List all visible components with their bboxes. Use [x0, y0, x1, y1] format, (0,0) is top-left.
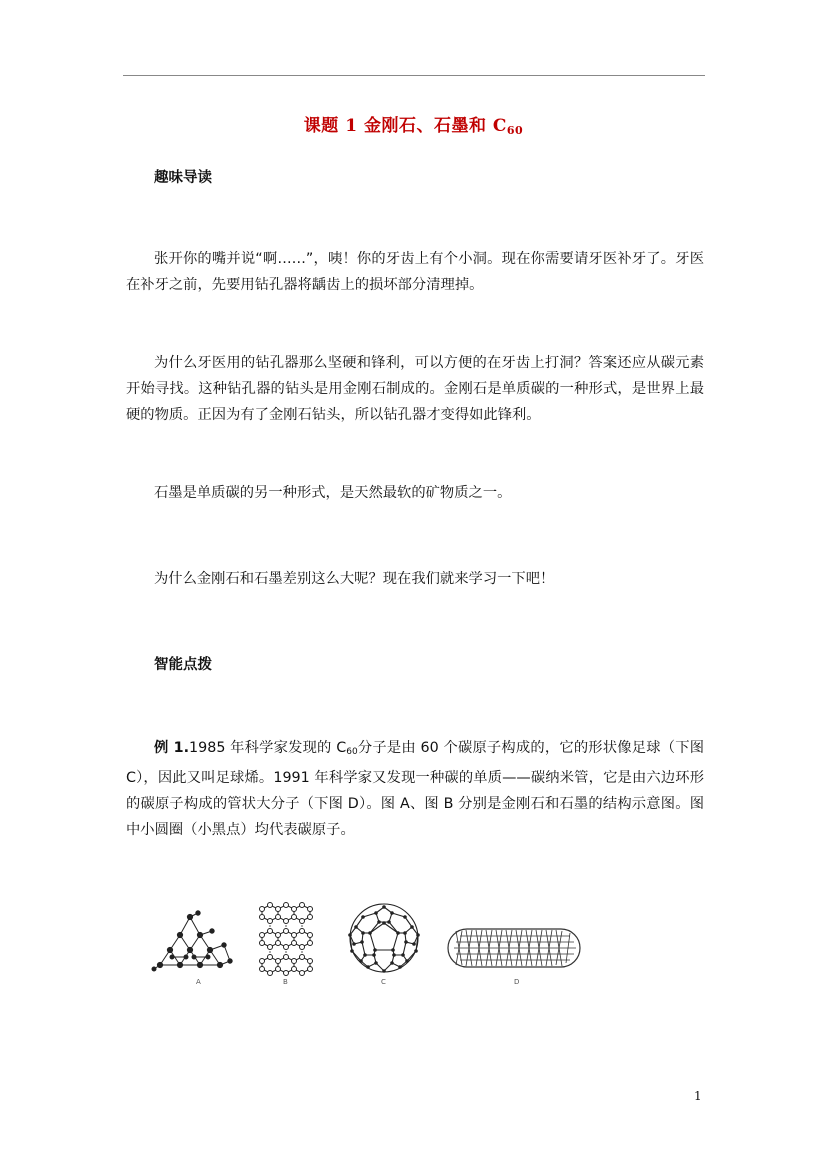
- paragraph-3: 石墨是单质碳的另一种形式，是天然最软的矿物质之一。: [154, 485, 512, 501]
- example-sub: 60: [346, 747, 358, 757]
- header-rule: [123, 75, 705, 76]
- page-title: 课题 1 金刚石、石墨和 $C_{60}$: [303, 116, 524, 137]
- structure-figures: [150, 895, 590, 990]
- figure-label-a: A: [196, 978, 201, 986]
- nanotube-structure-figure: [448, 929, 580, 967]
- c60-structure-figure: [348, 904, 420, 973]
- example-1-paragraph: [126, 735, 704, 843]
- example-text-b: 分子是由 60 个碳原子构成的，它的形状像足球（下图 C），因此又叫足球烯。1991 年科学家又发现一种碳的单质——碳纳米管，它是由六边环形的碳原子构成的管状大分子（下图 D）。图 A、图 B 分别是金刚石和石墨的结构示意图。图中小圆圈（小黑点）均代表碳原子。: [126, 740, 704, 838]
- graphite-structure-figure: [260, 903, 313, 976]
- example-text-a: 1985 年科学家发现的 C: [189, 740, 347, 756]
- section-heading-skills: 智能点拨: [154, 657, 212, 673]
- section-heading-intro: 趣味导读: [154, 170, 212, 186]
- figure-label-c: C: [381, 978, 386, 986]
- figure-label-b: B: [283, 978, 288, 986]
- example-label: 例 1.: [154, 740, 190, 756]
- structure-figures-svg: [150, 895, 590, 990]
- figure-label-d: D: [514, 978, 520, 986]
- diamond-structure-figure: [152, 911, 232, 971]
- paragraph-4: 为什么金刚石和石墨差别这么大呢？现在我们就来学习一下吧！: [154, 571, 555, 587]
- paragraph-2: 为什么牙医用的钻孔器那么坚硬和锋利，可以方便的在牙齿上打洞？答案还应从碳元素开始寻找。这种钻孔器的钻头是用金刚石制成的。金刚石是单质碳的一种形式，是世界上最硬的物质。正因为有了金刚石钻头，所以钻孔器才变得如此锋利。: [126, 355, 704, 423]
- paragraph-1: 张开你的嘴并说“啊……”，咦！你的牙齿上有个小洞。现在你需要请牙医补牙了。牙医在补牙之前，先要用钻孔器将龋齿上的损坏部分清理掉。: [126, 251, 704, 293]
- page-number: 1: [694, 1089, 702, 1103]
